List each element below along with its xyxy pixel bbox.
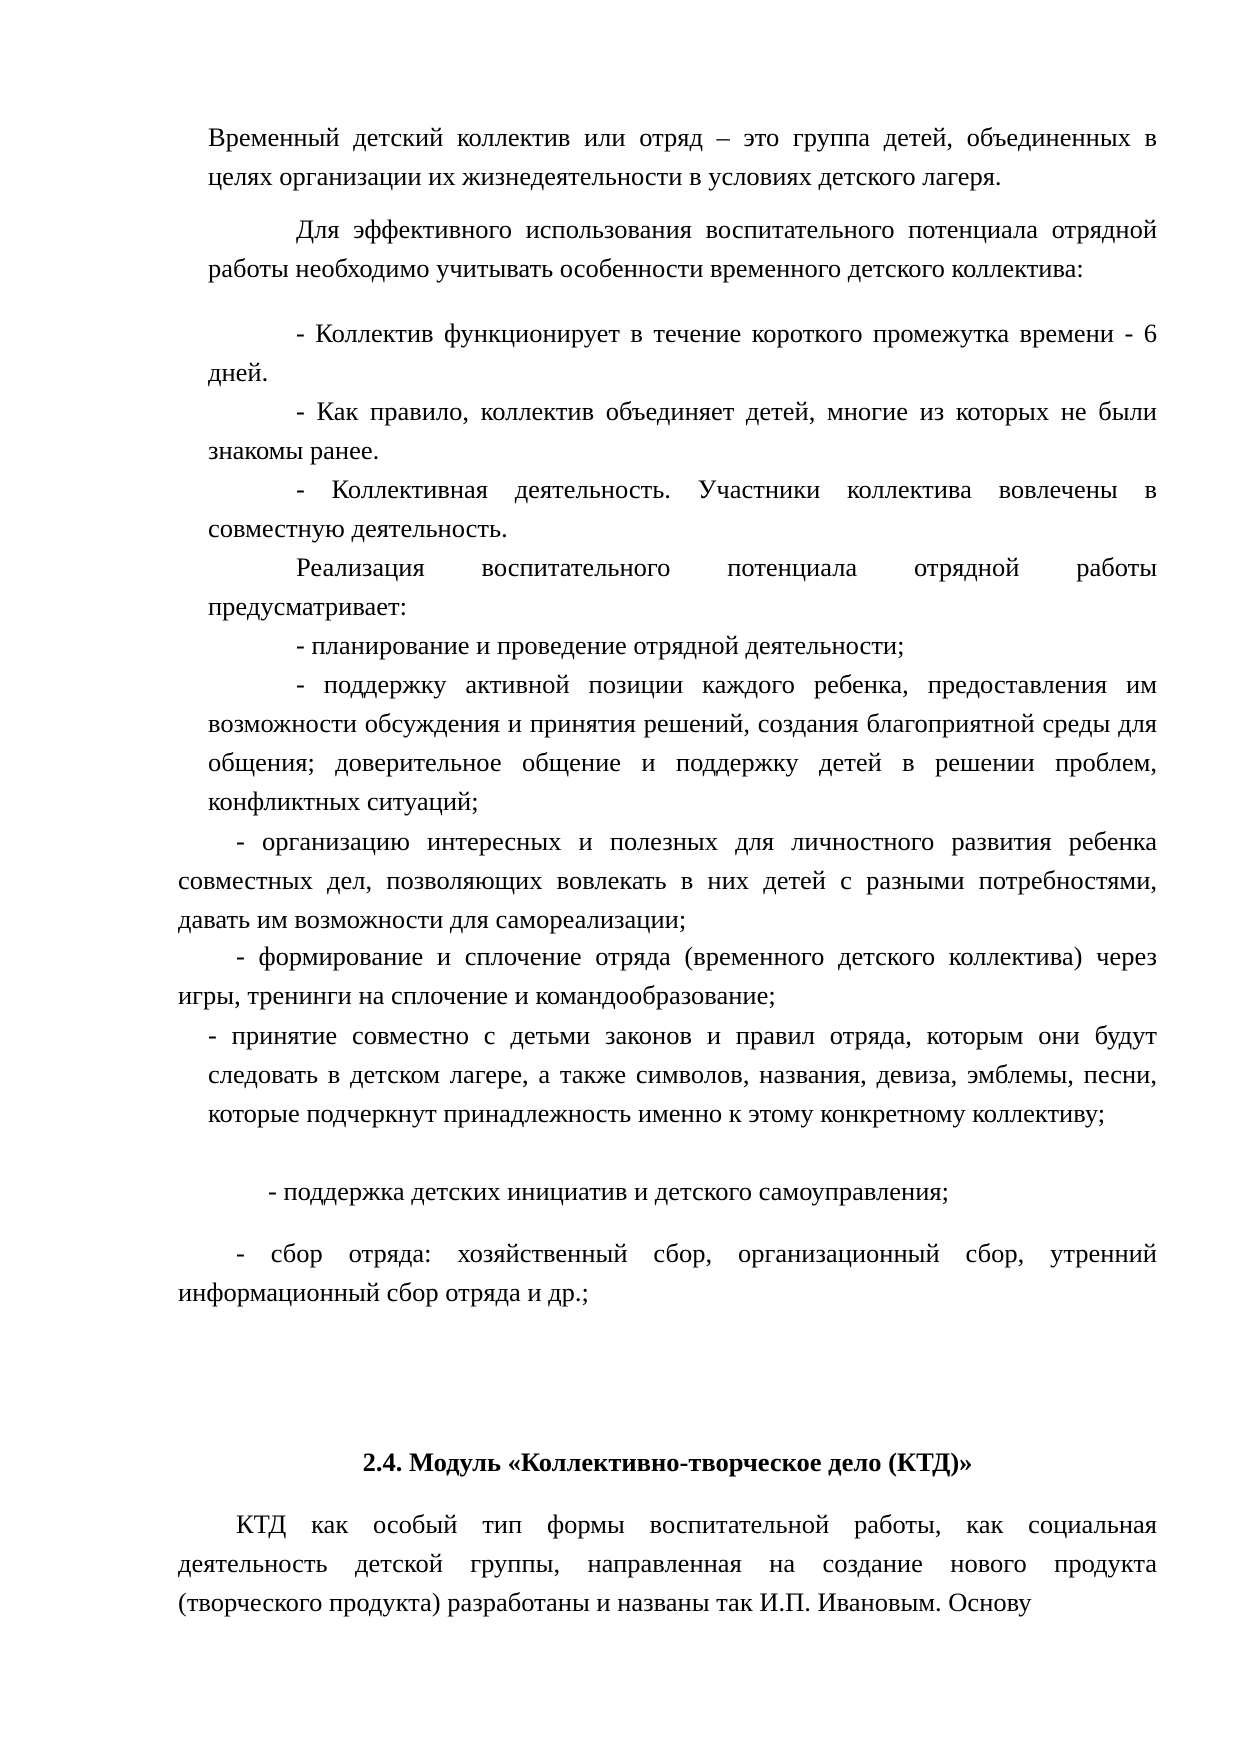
paragraph-definition: Временный детский коллектив или отряд – это группа детей, объединенных в целях организации их жизнедеятельности в условиях детского лагеря. [208,122,1157,191]
paragraph-item-support: - поддержку активной позиции каждого ребенка, предоставления им возможности обсуждения и принятия решений, создания благоприятной среды для общения; доверительное общение и поддержку детей в решении проблем, конфликтных ситуаций; [208,669,1157,816]
paragraph-features-intro: Для эффективного использования воспитательного потенциала отрядной работы необходимо учитывать особенности временного детского коллектива: [208,214,1157,283]
paragraph-item-team-building: - формирование и сплочение отряда (временного детского коллектива) через игры, тренинги на сплочение и командообразование; [178,941,1157,1010]
paragraph-item-planning: - планирование и проведение отрядной деятельности; [296,630,905,660]
paragraph-feature-activity: - Коллективная деятельность. Участники коллектива вовлечены в совместную деятельность. [208,474,1157,543]
paragraph-item-organization: - организацию интересных и полезных для личностного развития ребенка совместных дел, позволяющих вовлекать в них детей с разными потребностями, давать им возможности для самореализации; [178,826,1157,934]
section-heading: 2.4. Модуль «Коллективно-творческое дело (КТД)» [362,1447,973,1477]
paragraph-feature-unfamiliar: - Как правило, коллектив объединяет детей, многие из которых не были знакомы ранее. [208,396,1157,465]
paragraph-item-rules: - принятие совместно с детьми законов и правил отряда, которым они будут следовать в детском лагере, а также символов, названия, девиза, эмблемы, песни, которые подчеркнут принадлежность именно к этому конкретному коллективу; [208,1020,1157,1128]
paragraph-item-initiatives: - поддержка детских инициатив и детского самоуправления; [268,1176,949,1206]
paragraph-item-gathering: - сбор отряда: хозяйственный сбор, организационный сбор, утренний информационный сбор отряда и др.; [178,1238,1157,1307]
paragraph-ktd-intro: КТД как особый тип формы воспитательной работы, как социальная деятельность детской группы, направленная на создание нового продукта (творческого продукта) разработаны и названы так И.П. Ивановым. Основу [178,1509,1157,1617]
paragraph-feature-duration: - Коллектив функционирует в течение короткого промежутка времени - 6 дней. [208,318,1157,387]
paragraph-implementation-intro: Реализация воспитательного потенциала отрядной работы предусматривает: [208,552,1157,621]
